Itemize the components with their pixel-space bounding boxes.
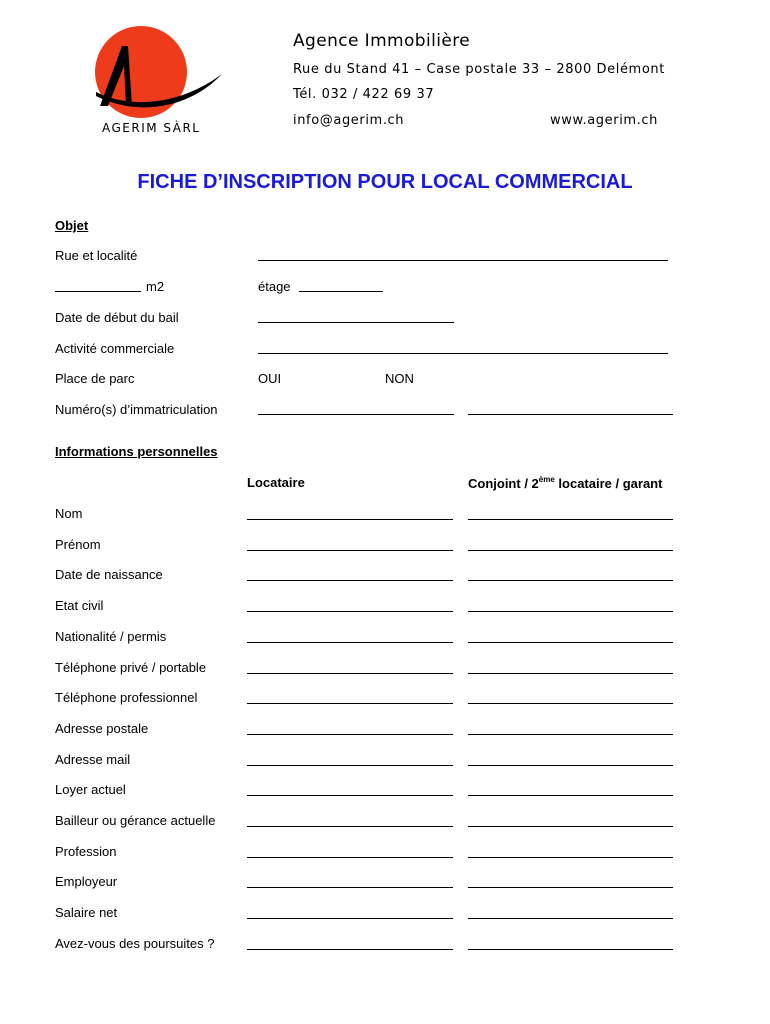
field-etage[interactable] [299, 291, 383, 292]
field-locataire[interactable] [247, 765, 453, 766]
label-debut-bail: Date de début du bail [55, 310, 179, 325]
agerim-logo [92, 26, 232, 138]
section-personal-heading: Informations personnelles [55, 444, 218, 459]
section-objet-heading: Objet [55, 218, 89, 233]
label-personal-field: Téléphone privé / portable [55, 660, 207, 675]
field-locataire[interactable] [247, 918, 453, 919]
option-non[interactable]: NON [385, 371, 414, 386]
field-immatriculation-1[interactable] [258, 414, 454, 415]
field-conjoint[interactable] [468, 642, 673, 643]
field-conjoint[interactable] [468, 550, 673, 551]
label-personal-field: Avez-vous des poursuites ? [55, 936, 215, 951]
field-conjoint[interactable] [468, 826, 673, 827]
label-m2: m2 [146, 279, 165, 294]
field-conjoint[interactable] [468, 795, 673, 796]
option-oui[interactable]: OUI [258, 371, 282, 386]
field-locataire[interactable] [247, 949, 453, 950]
field-m2[interactable] [55, 291, 141, 292]
label-personal-field: Nom [55, 506, 83, 521]
agency-email[interactable]: info@agerim.ch [293, 113, 405, 128]
field-conjoint[interactable] [468, 519, 673, 520]
form-title: FICHE D’INSCRIPTION POUR LOCAL COMMERCIAL [137, 171, 633, 193]
field-conjoint[interactable] [468, 857, 673, 858]
label-personal-field: Date de naissance [55, 567, 163, 582]
column-conjoint [468, 475, 662, 491]
field-conjoint[interactable] [468, 703, 673, 704]
field-conjoint[interactable] [468, 765, 673, 766]
label-personal-field: Profession [55, 844, 117, 859]
field-conjoint[interactable] [468, 887, 673, 888]
field-locataire[interactable] [247, 887, 453, 888]
column-conjoint-b: locataire / garant [554, 476, 663, 491]
field-conjoint[interactable] [468, 611, 673, 612]
label-personal-field: Employeur [55, 874, 118, 889]
label-activite: Activité commerciale [55, 341, 175, 356]
label-personal-field: Adresse mail [55, 752, 131, 767]
field-conjoint[interactable] [468, 949, 673, 950]
field-locataire[interactable] [247, 611, 453, 612]
label-personal-field: Salaire net [55, 905, 118, 920]
agency-phone: Tél. 032 / 422 69 37 [293, 87, 435, 102]
column-conjoint-a: Conjoint / 2 [468, 476, 539, 491]
field-locataire[interactable] [247, 703, 453, 704]
label-personal-field: Loyer actuel [55, 782, 126, 797]
field-activite[interactable] [258, 353, 668, 354]
column-conjoint-sup: ème [538, 475, 555, 484]
field-locataire[interactable] [247, 580, 453, 581]
field-locataire[interactable] [247, 734, 453, 735]
agency-website[interactable]: www.agerim.ch [550, 113, 658, 128]
field-immatriculation-2[interactable] [468, 414, 673, 415]
field-conjoint[interactable] [468, 580, 673, 581]
field-locataire[interactable] [247, 673, 453, 674]
field-rue-localite[interactable] [258, 260, 668, 261]
field-locataire[interactable] [247, 519, 453, 520]
field-locataire[interactable] [247, 642, 453, 643]
field-debut-bail[interactable] [258, 322, 454, 323]
column-locataire: Locataire [247, 475, 305, 490]
logo-brand: AGERIM SÀRL [102, 121, 201, 135]
label-rue-localite: Rue et localité [55, 248, 138, 263]
agency-address: Rue du Stand 41 – Case postale 33 – 2800 Delémont [293, 62, 665, 77]
label-personal-field: Etat civil [55, 598, 104, 613]
label-personal-field: Adresse postale [55, 721, 149, 736]
field-conjoint[interactable] [468, 918, 673, 919]
label-personal-field: Bailleur ou gérance actuelle [55, 813, 216, 828]
label-place-parc: Place de parc [55, 371, 135, 386]
label-etage: étage [258, 279, 291, 294]
label-personal-field: Nationalité / permis [55, 629, 167, 644]
field-conjoint[interactable] [468, 734, 673, 735]
agency-name: Agence Immobilière [293, 31, 471, 51]
field-conjoint[interactable] [468, 673, 673, 674]
label-personal-field: Prénom [55, 537, 101, 552]
label-immatriculation: Numéro(s) d’immatriculation [55, 402, 218, 417]
field-locataire[interactable] [247, 550, 453, 551]
field-locataire[interactable] [247, 826, 453, 827]
field-locataire[interactable] [247, 857, 453, 858]
field-locataire[interactable] [247, 795, 453, 796]
label-personal-field: Téléphone professionnel [55, 690, 198, 705]
